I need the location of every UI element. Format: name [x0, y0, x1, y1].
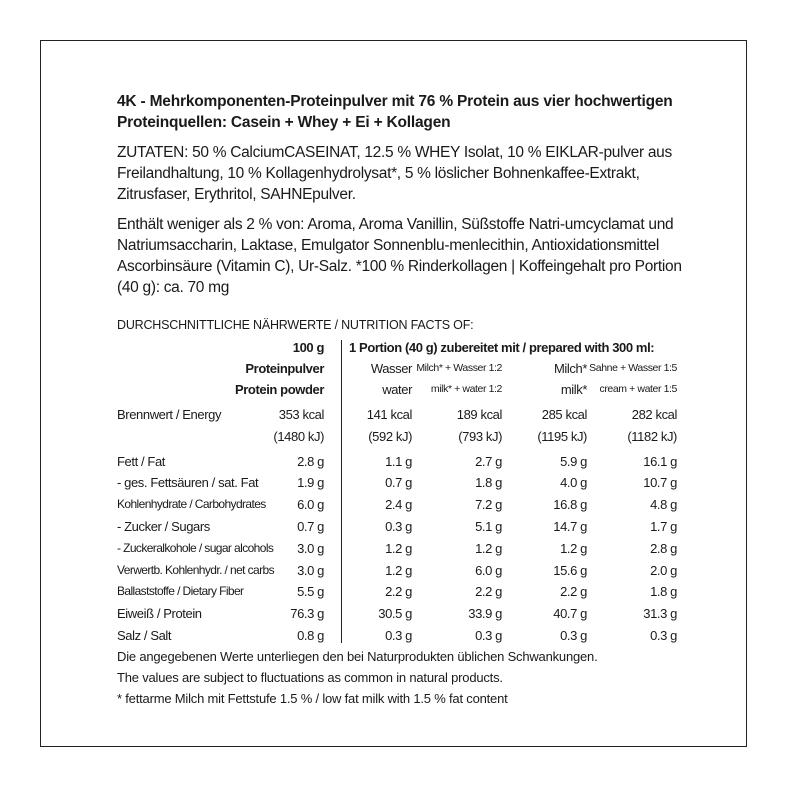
row-value: 285 kcal — [541, 407, 587, 422]
row-value: 141 kcal — [366, 407, 412, 422]
row-value: 0.7 g — [385, 475, 412, 491]
row-value: 2.7 g — [475, 453, 502, 469]
col-portion-header: 1 Portion (40 g) zubereitet mit / prepared with 300 ml: — [349, 340, 655, 355]
row-value: 3.0 g — [297, 562, 324, 578]
row-value: 353 kcal — [278, 407, 324, 422]
row-value: 2.8 g — [297, 453, 324, 469]
row-value: 15.6 g — [553, 562, 587, 578]
row-value: (1195 kJ) — [537, 428, 587, 444]
prep-milk-en: milk* — [560, 382, 587, 397]
row-value: 1.8 g — [650, 584, 677, 600]
nutrition-heading: DURCHSCHNITTLICHE NÄHRWERTE / NUTRITION FACTS OF: — [117, 318, 474, 332]
row-value: 2.2 g — [560, 584, 587, 600]
row-value: 1.2 g — [385, 562, 412, 578]
footnote-en: The values are subject to fluctuations as common in natural products. — [117, 670, 503, 685]
row-value: (592 kJ) — [368, 428, 412, 444]
row-value: 1.1 g — [385, 453, 412, 469]
row-value: 0.3 g — [475, 628, 502, 643]
row-value: 40.7 g — [553, 606, 587, 622]
row-value: 30.5 g — [378, 606, 412, 622]
prep-milkwater-en: milk* + water 1:2 — [430, 383, 502, 395]
row-value: 0.7 g — [297, 519, 324, 534]
row-value: 6.0 g — [475, 562, 502, 578]
row-label: Verwertb. Kohlenhydr. / net carbs — [117, 562, 274, 577]
row-value: 76.3 g — [290, 606, 324, 622]
row-value: 1.8 g — [475, 475, 502, 491]
col-100g-header: 100 g — [292, 340, 324, 355]
row-value: 5.1 g — [475, 519, 502, 534]
row-value: 2.2 g — [475, 584, 502, 600]
prep-water-en: water — [382, 382, 412, 397]
row-value: (793 kJ) — [458, 428, 502, 444]
row-value: 16.1 g — [643, 453, 677, 469]
row-value: 33.9 g — [468, 606, 502, 622]
row-value: 2.4 g — [385, 497, 412, 513]
row-value: 6.0 g — [297, 497, 324, 513]
row-value: 16.8 g — [553, 497, 587, 513]
row-value: 1.2 g — [385, 540, 412, 556]
row-label: Fett / Fat — [117, 453, 166, 469]
row-value: 1.7 g — [650, 519, 677, 534]
row-value: (1182 kJ) — [627, 428, 677, 444]
footnote-de: Die angegebenen Werte unterliegen den bei Naturprodukten üblichen Schwankungen. — [117, 649, 598, 664]
ingredients-text: ZUTATEN: 50 % CalciumCASEINAT, 12.5 % WHEY Isolat, 10 % EIKLAR-pulver aus Freilandhaltung, 10 % Kollagenhydrolysat*, 5 % löslicher Bohnenkaffee-Extrakt, Zitrusfaser, Erythritol, SAHNEpulver. — [117, 144, 672, 203]
prep-creamwater-en: cream + water 1:5 — [599, 383, 677, 395]
row-value: 2.2 g — [385, 584, 412, 600]
col-100g-sub2: Protein powder — [234, 382, 324, 397]
prep-water-de: Wasser — [370, 361, 412, 376]
row-value: 0.3 g — [385, 628, 412, 643]
row-value: 3.0 g — [297, 540, 324, 556]
row-label: Eiweiß / Protein — [117, 606, 202, 622]
row-value: 0.8 g — [297, 628, 324, 643]
row-label: Salz / Salt — [117, 628, 172, 643]
row-label: - ges. Fettsäuren / sat. Fat — [117, 475, 259, 491]
row-value: 0.3 g — [385, 519, 412, 534]
row-value: 14.7 g — [553, 519, 587, 534]
row-value: 189 kcal — [456, 407, 502, 422]
row-value: 2.0 g — [650, 562, 677, 578]
row-value: 4.8 g — [650, 497, 677, 513]
row-label: Brennwert / Energy — [117, 407, 222, 422]
row-label: Kohlenhydrate / Carbohydrates — [117, 497, 266, 512]
row-value: 282 kcal — [631, 407, 677, 422]
contains-text: Enthält weniger als 2 % von: Aroma, Aroma Vanillin, Süßstoffe Natri-umcyclamat und Natriumsaccharin, Laktase, Emulgator Sonnenblu-menlecithin, Antioxidationsmittel Ascorbinsäure (Vitamin C), Ur-Salz. *100 % Rinderkollagen | Koffeingehalt pro Portion (40 g): ca. 70 mg — [117, 216, 682, 296]
col-100g-sub1: Proteinpulver — [245, 361, 324, 376]
prep-creamwater-de: Sahne + Wasser 1:5 — [589, 362, 677, 374]
product-title: 4K - Mehrkomponenten-Proteinpulver mit 76 % Protein aus vier hochwertigen Proteinquellen: Casein + Whey + Ei + Kollagen — [117, 93, 673, 131]
row-value: 5.9 g — [560, 453, 587, 469]
row-value: (1480 kJ) — [273, 428, 324, 444]
row-value: 31.3 g — [643, 606, 677, 622]
row-value: 1.2 g — [560, 540, 587, 556]
row-value: 5.5 g — [297, 584, 324, 600]
row-value: 10.7 g — [643, 475, 677, 491]
prep-milk-de: Milch* — [554, 361, 587, 376]
footnote-milk: * fettarme Milch mit Fettstufe 1.5 % / low fat milk with 1.5 % fat content — [117, 691, 508, 706]
row-label: - Zuckeralkohole / sugar alcohols — [117, 540, 274, 555]
row-value: 1.2 g — [475, 540, 502, 556]
row-value: 4.0 g — [560, 475, 587, 491]
row-value: 1.9 g — [297, 475, 324, 491]
row-value: 2.8 g — [650, 540, 677, 556]
row-label: Ballaststoffe / Dietary Fiber — [117, 584, 244, 599]
row-value: 0.3 g — [650, 628, 677, 643]
row-value: 7.2 g — [475, 497, 502, 513]
prep-milkwater-de: Milch* + Wasser 1:2 — [416, 362, 502, 374]
row-value: 0.3 g — [560, 628, 587, 643]
row-label: - Zucker / Sugars — [117, 519, 210, 534]
